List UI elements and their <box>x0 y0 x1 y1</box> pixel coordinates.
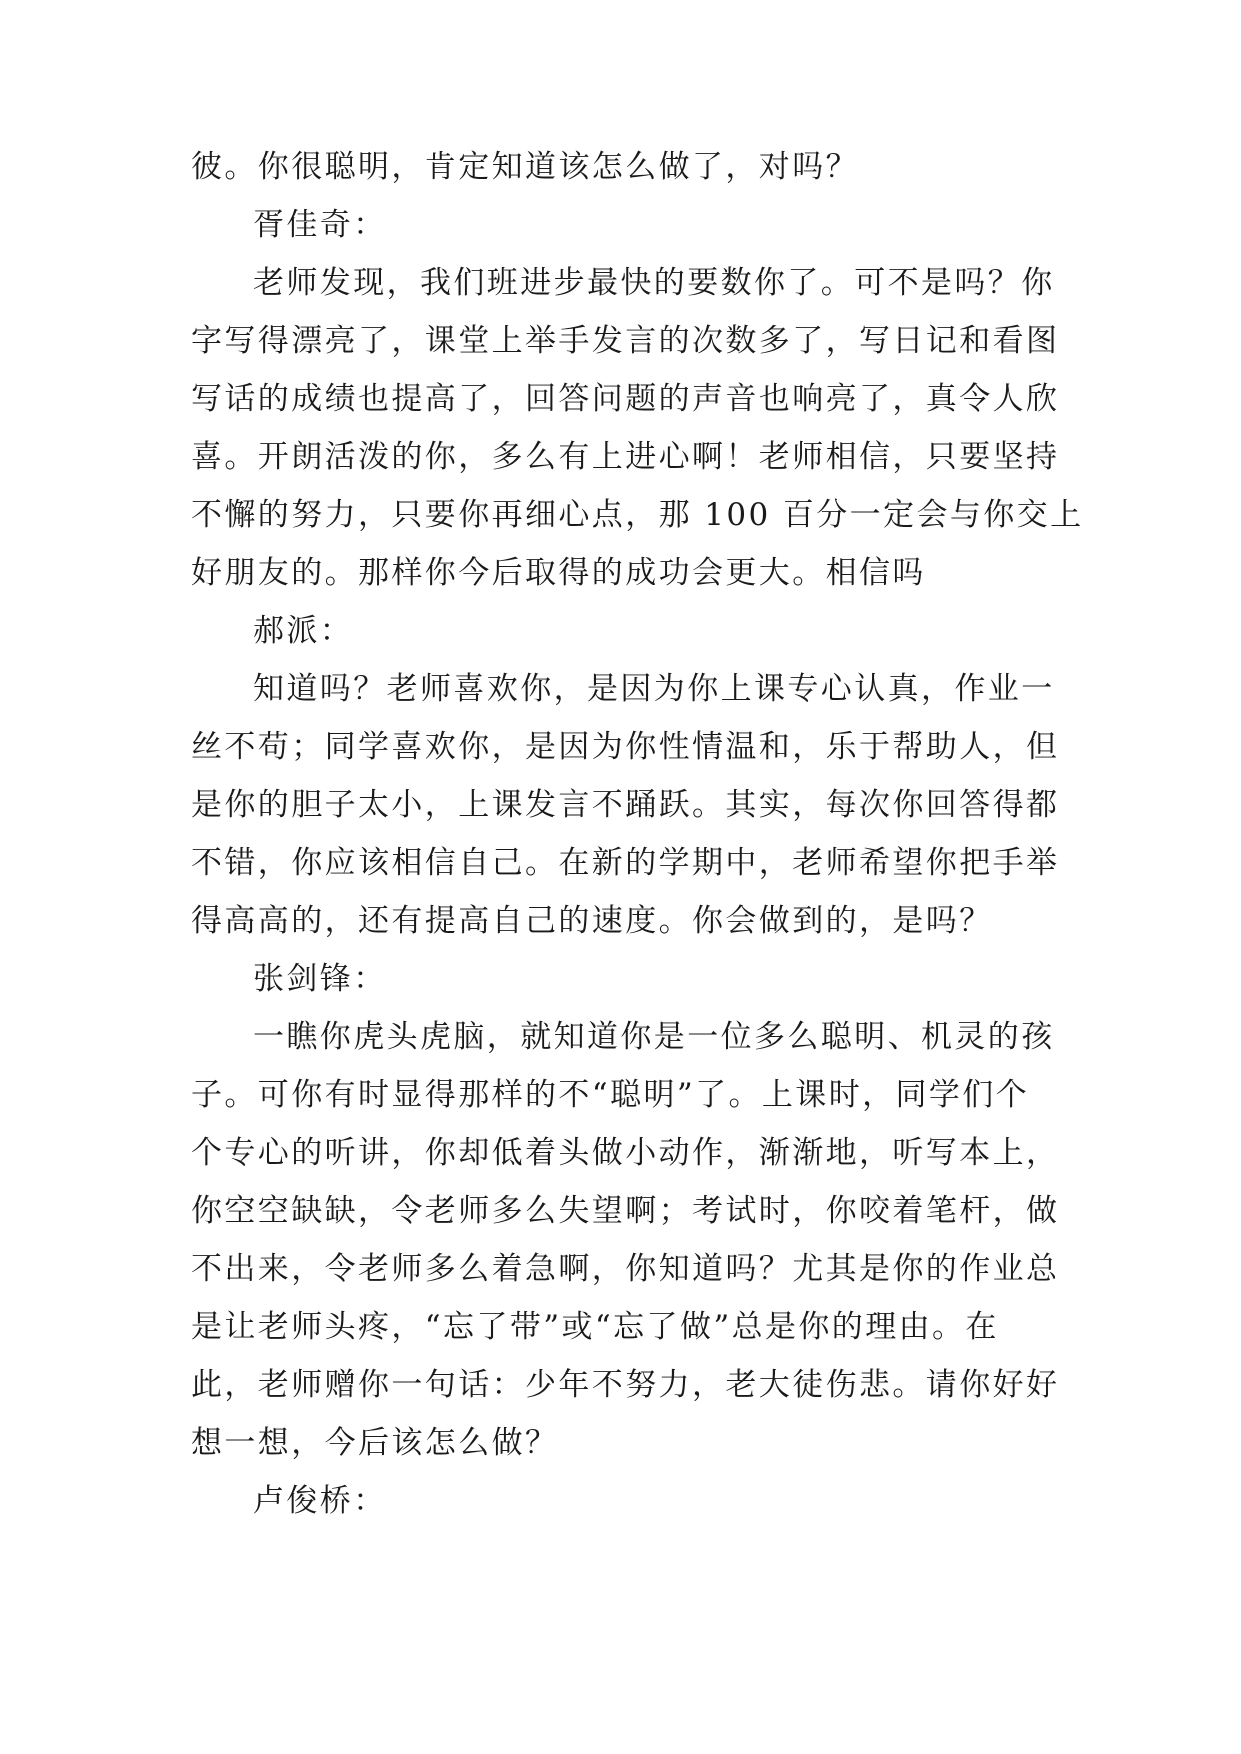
text-line: 老师发现，我们班进步最快的要数你了。可不是吗？你 <box>253 265 1055 301</box>
text-line: 郝派： <box>253 613 354 649</box>
text-line: 不错，你应该相信自己。在新的学期中，老师希望你把手举 <box>191 845 1060 881</box>
comment-paragraph <box>191 254 1084 602</box>
text-line: 不懈的努力，只要你再细心点，那 100 百分一定会与你交上 <box>191 497 1084 533</box>
student-name-heading <box>191 602 1058 660</box>
text-line: 好朋友的。那样你今后取得的成功会更大。相信吗 <box>191 555 926 591</box>
text-line: 此，老师赠你一句话：少年不努力，老大徒伤悲。请你好好 <box>191 1367 1060 1403</box>
text-line: 知道吗？老师喜欢你，是因为你上课专心认真，作业一 <box>253 671 1055 707</box>
text-line: 是你的胆子太小，上课发言不踊跃。其实，每次你回答得都 <box>191 787 1060 823</box>
text-line: 你空空缺缺，令老师多么失望啊；考试时，你咬着笔杆，做 <box>191 1193 1060 1229</box>
text-line: 一瞧你虎头虎脑，就知道你是一位多么聪明、机灵的孩 <box>253 1019 1055 1055</box>
text-line: 胥佳奇： <box>253 207 387 243</box>
text-line: 喜。开朗活泼的你，多么有上进心啊！老师相信，只要坚持 <box>191 439 1060 475</box>
text-line: 是让老师头疼，“忘了带”或“忘了做”总是你的理由。在 <box>191 1309 999 1345</box>
text-line: 想一想，今后该怎么做？ <box>191 1425 559 1461</box>
student-name-heading <box>191 196 1058 254</box>
comment-paragraph <box>191 1008 1058 1472</box>
student-name-heading <box>191 950 1058 1008</box>
text-line: 个专心的听讲，你却低着头做小动作，渐渐地，听写本上， <box>191 1135 1060 1171</box>
paragraph-continuation <box>191 138 1058 196</box>
comment-paragraph <box>191 660 1058 950</box>
text-line: 写话的成绩也提高了，回答问题的声音也响亮了，真令人欣 <box>191 381 1060 417</box>
document-body <box>191 138 1084 1530</box>
text-line: 子。可你有时显得那样的不“聪明”了。上课时，同学们个 <box>191 1077 1030 1113</box>
text-line: 丝不苟；同学喜欢你，是因为你性情温和，乐于帮助人，但 <box>191 729 1060 765</box>
student-name-heading <box>191 1472 1058 1530</box>
text-line: 彼。你很聪明，肯定知道该怎么做了，对吗？ <box>191 149 859 185</box>
text-line: 字写得漂亮了，课堂上举手发言的次数多了，写日记和看图 <box>191 323 1060 359</box>
text-line: 不出来，令老师多么着急啊，你知道吗？尤其是你的作业总 <box>191 1251 1060 1287</box>
text-line: 张剑锋： <box>253 961 387 997</box>
text-line: 卢俊桥： <box>253 1483 387 1519</box>
text-line: 得高高的，还有提高自己的速度。你会做到的，是吗？ <box>191 903 993 939</box>
